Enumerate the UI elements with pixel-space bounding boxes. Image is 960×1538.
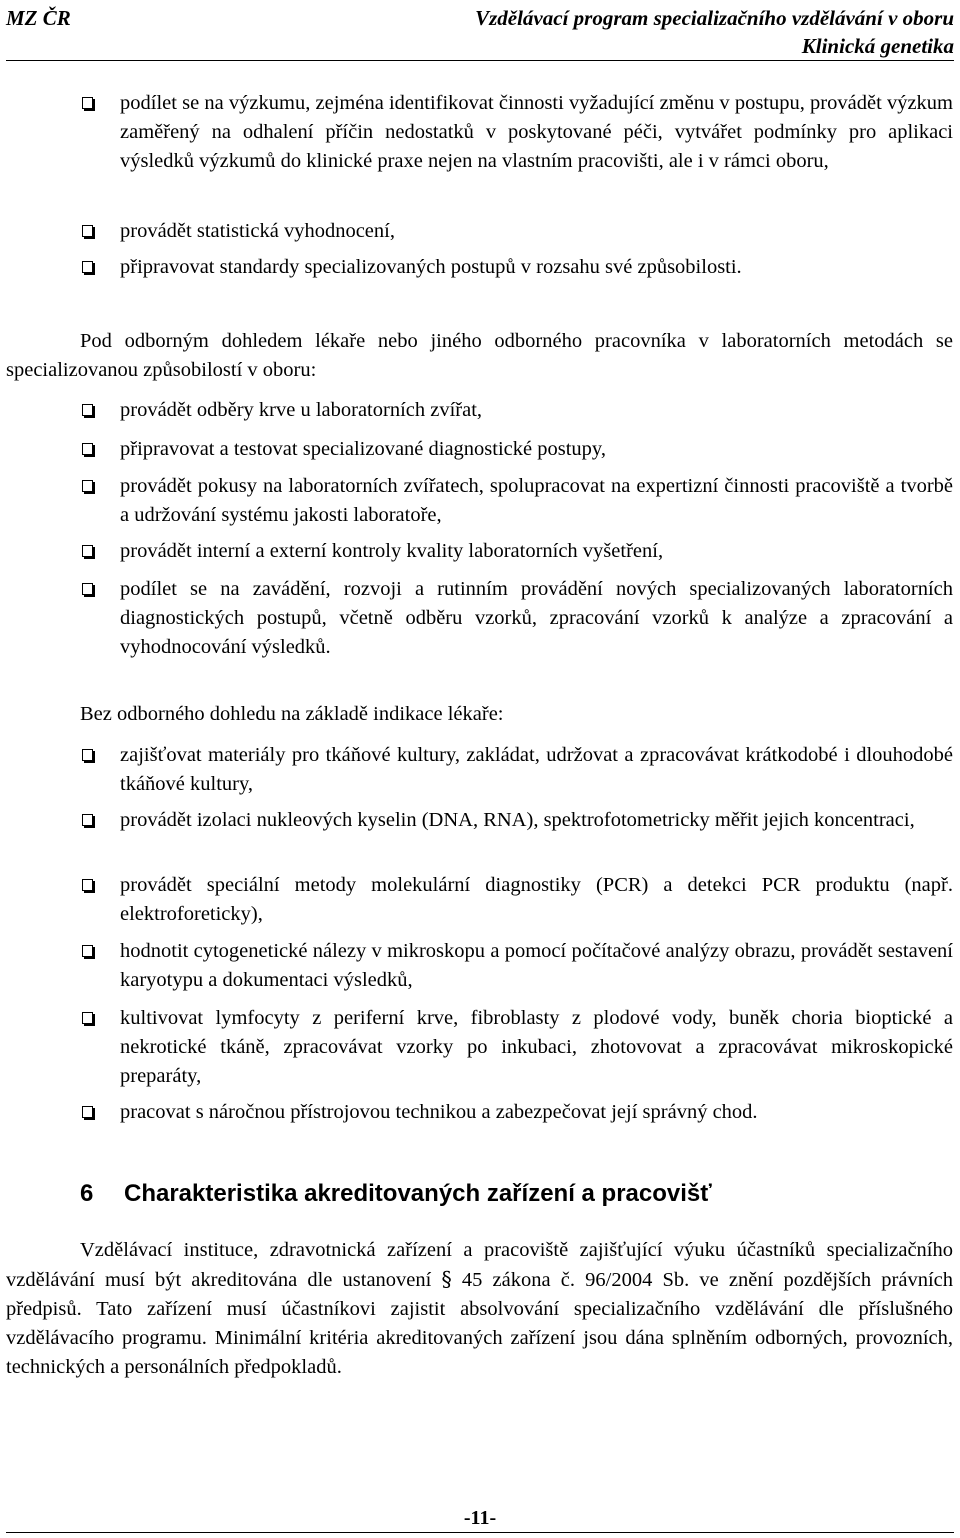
list-item [120, 806, 953, 835]
paragraph-accreditation [6, 1236, 953, 1382]
section-heading [80, 1179, 712, 1209]
list-item [120, 741, 953, 799]
list-item [120, 217, 953, 246]
list-item-text: provádět speciální metody molekulární diagnostiky (PCR) a detekci PCR produktu (např. elektroforeticky), [120, 874, 953, 925]
list-item-text: připravovat standardy specializovaných postupů v rozsahu své způsobilosti. [120, 256, 742, 278]
header-title-line2: Klinická genetika [801, 34, 954, 58]
paragraph-unsupervised-intro: Bez odborného dohledu na základě indikace lékaře: [80, 703, 504, 725]
list-item-text: provádět odběry krve u laboratorních zvířat, [120, 399, 483, 421]
checkbox-bullet-icon [82, 814, 93, 826]
list-item-text: připravovat a testovat specializované diagnostické postupy, [120, 438, 606, 460]
list-item-text: provádět pokusy na laboratorních zvířatech, spolupracovat na expertizní činnosti pracoviště a tvorbě a udržování systému jakosti laboratoře, [120, 475, 953, 526]
checkbox-bullet-icon [82, 749, 93, 761]
list-item-text: pracovat s náročnou přístrojovou technikou a zabezpečovat její správný chod. [120, 1101, 758, 1123]
header-program-title [475, 4, 954, 60]
page-header [6, 0, 954, 61]
list-item [120, 937, 953, 995]
paragraph-text-part2: 45 zákona č. 96/2004 Sb. ve znění pozdějších právních předpisů. Tato zařízení musí účastníkovi zajistit absolvování specializačního vzdělávání dle příslušného vzdělávacího programu. Minimální kritéria akreditovaných zařízení jsou dána splněním odborných, provozních, technických a personálních předpokladů. [6, 1269, 953, 1378]
checkbox-bullet-icon [82, 404, 93, 416]
list-item-text: provádět interní a externí kontroly kvality laboratorních vyšetření, [120, 540, 664, 562]
list-item [120, 871, 953, 929]
checkbox-bullet-icon [82, 879, 93, 891]
checkbox-bullet-icon [82, 545, 93, 557]
checkbox-bullet-icon [82, 97, 93, 109]
section-title: Charakteristika akreditovaných zařízení a pracovišť [124, 1180, 712, 1207]
list-item [120, 1098, 953, 1127]
checkbox-bullet-icon [82, 583, 93, 595]
list-item-text: podílet se na výzkumu, zejména identifikovat činnosti vyžadující změnu v postupu, provádět výzkum zaměřený na odhalení příčin nedostatků v poskytované péči, vytvářet podmínky pro aplikaci výsledků výzkumů do klinické praxe nejen na vlastním pracovišti, ale i v rámci oboru, [120, 92, 953, 172]
list-item [120, 575, 953, 662]
header-title-line1: Vzdělávací program specializačního vzdělávání v oboru [475, 6, 954, 30]
list-item-text: provádět izolaci nukleových kyselin (DNA, RNA), spektrofotometricky měřit jejich koncentraci, [120, 809, 915, 831]
list-item-text: hodnotit cytogenetické nálezy v mikroskopu a pomocí počítačové analýzy obrazu, provádět sestavení karyotypu a dokumentaci výsledků, [120, 940, 953, 991]
checkbox-bullet-icon [82, 1106, 93, 1118]
paragraph-supervised-intro: Pod odborným dohledem lékaře nebo jiného odborného pracovníka v laboratorních metodách se specializovanou způsobilostí v oboru: [6, 330, 953, 381]
list-item [120, 253, 953, 282]
checkbox-bullet-icon [82, 480, 93, 492]
section-number: 6 [80, 1180, 94, 1207]
header-ministry: MZ ČR [6, 6, 71, 30]
checkbox-bullet-icon [82, 443, 93, 455]
checkbox-bullet-icon [82, 225, 93, 237]
list-item-text: kultivovat lymfocyty z periferní krve, fibroblasty z plodové vody, buněk choria bioptické a nekrotické tkáně, zpracovávat vzorky po inkubaci, zhotovovat a zpracovávat mikroskopické preparáty, [120, 1007, 953, 1087]
section-symbol: § [441, 1267, 452, 1291]
list-item-text: podílet se na zavádění, rozvoji a rutinním provádění nových specializovaných laboratorních diagnostických postupů, včetně odběru vzorků, zpracování vzorků k analýze a zpracování a vyhodnocování výsledků. [120, 578, 953, 658]
checkbox-bullet-icon [82, 1012, 93, 1024]
checkbox-bullet-icon [82, 945, 93, 957]
list-item-text: zajišťovat materiály pro tkáňové kultury, zakládat, udržovat a zpracovávat krátkodobé i dlouhodobé tkáňové kultury, [120, 744, 953, 795]
list-item [120, 396, 953, 425]
list-item [120, 537, 953, 566]
checkbox-bullet-icon [82, 261, 93, 273]
footer-rule [6, 1532, 954, 1533]
page-number: -11- [463, 1507, 497, 1529]
list-item [120, 1004, 953, 1091]
list-item-text: provádět statistická vyhodnocení, [120, 220, 395, 242]
list-item [120, 435, 953, 464]
list-item [120, 89, 953, 176]
paragraph-text-part1: Vzdělávací instituce, zdravotnická zařízení a pracoviště zajišťující výuku účastníků specializačního vzdělávání musí být akreditována dle ustanovení [6, 1239, 953, 1291]
list-item [120, 472, 953, 530]
